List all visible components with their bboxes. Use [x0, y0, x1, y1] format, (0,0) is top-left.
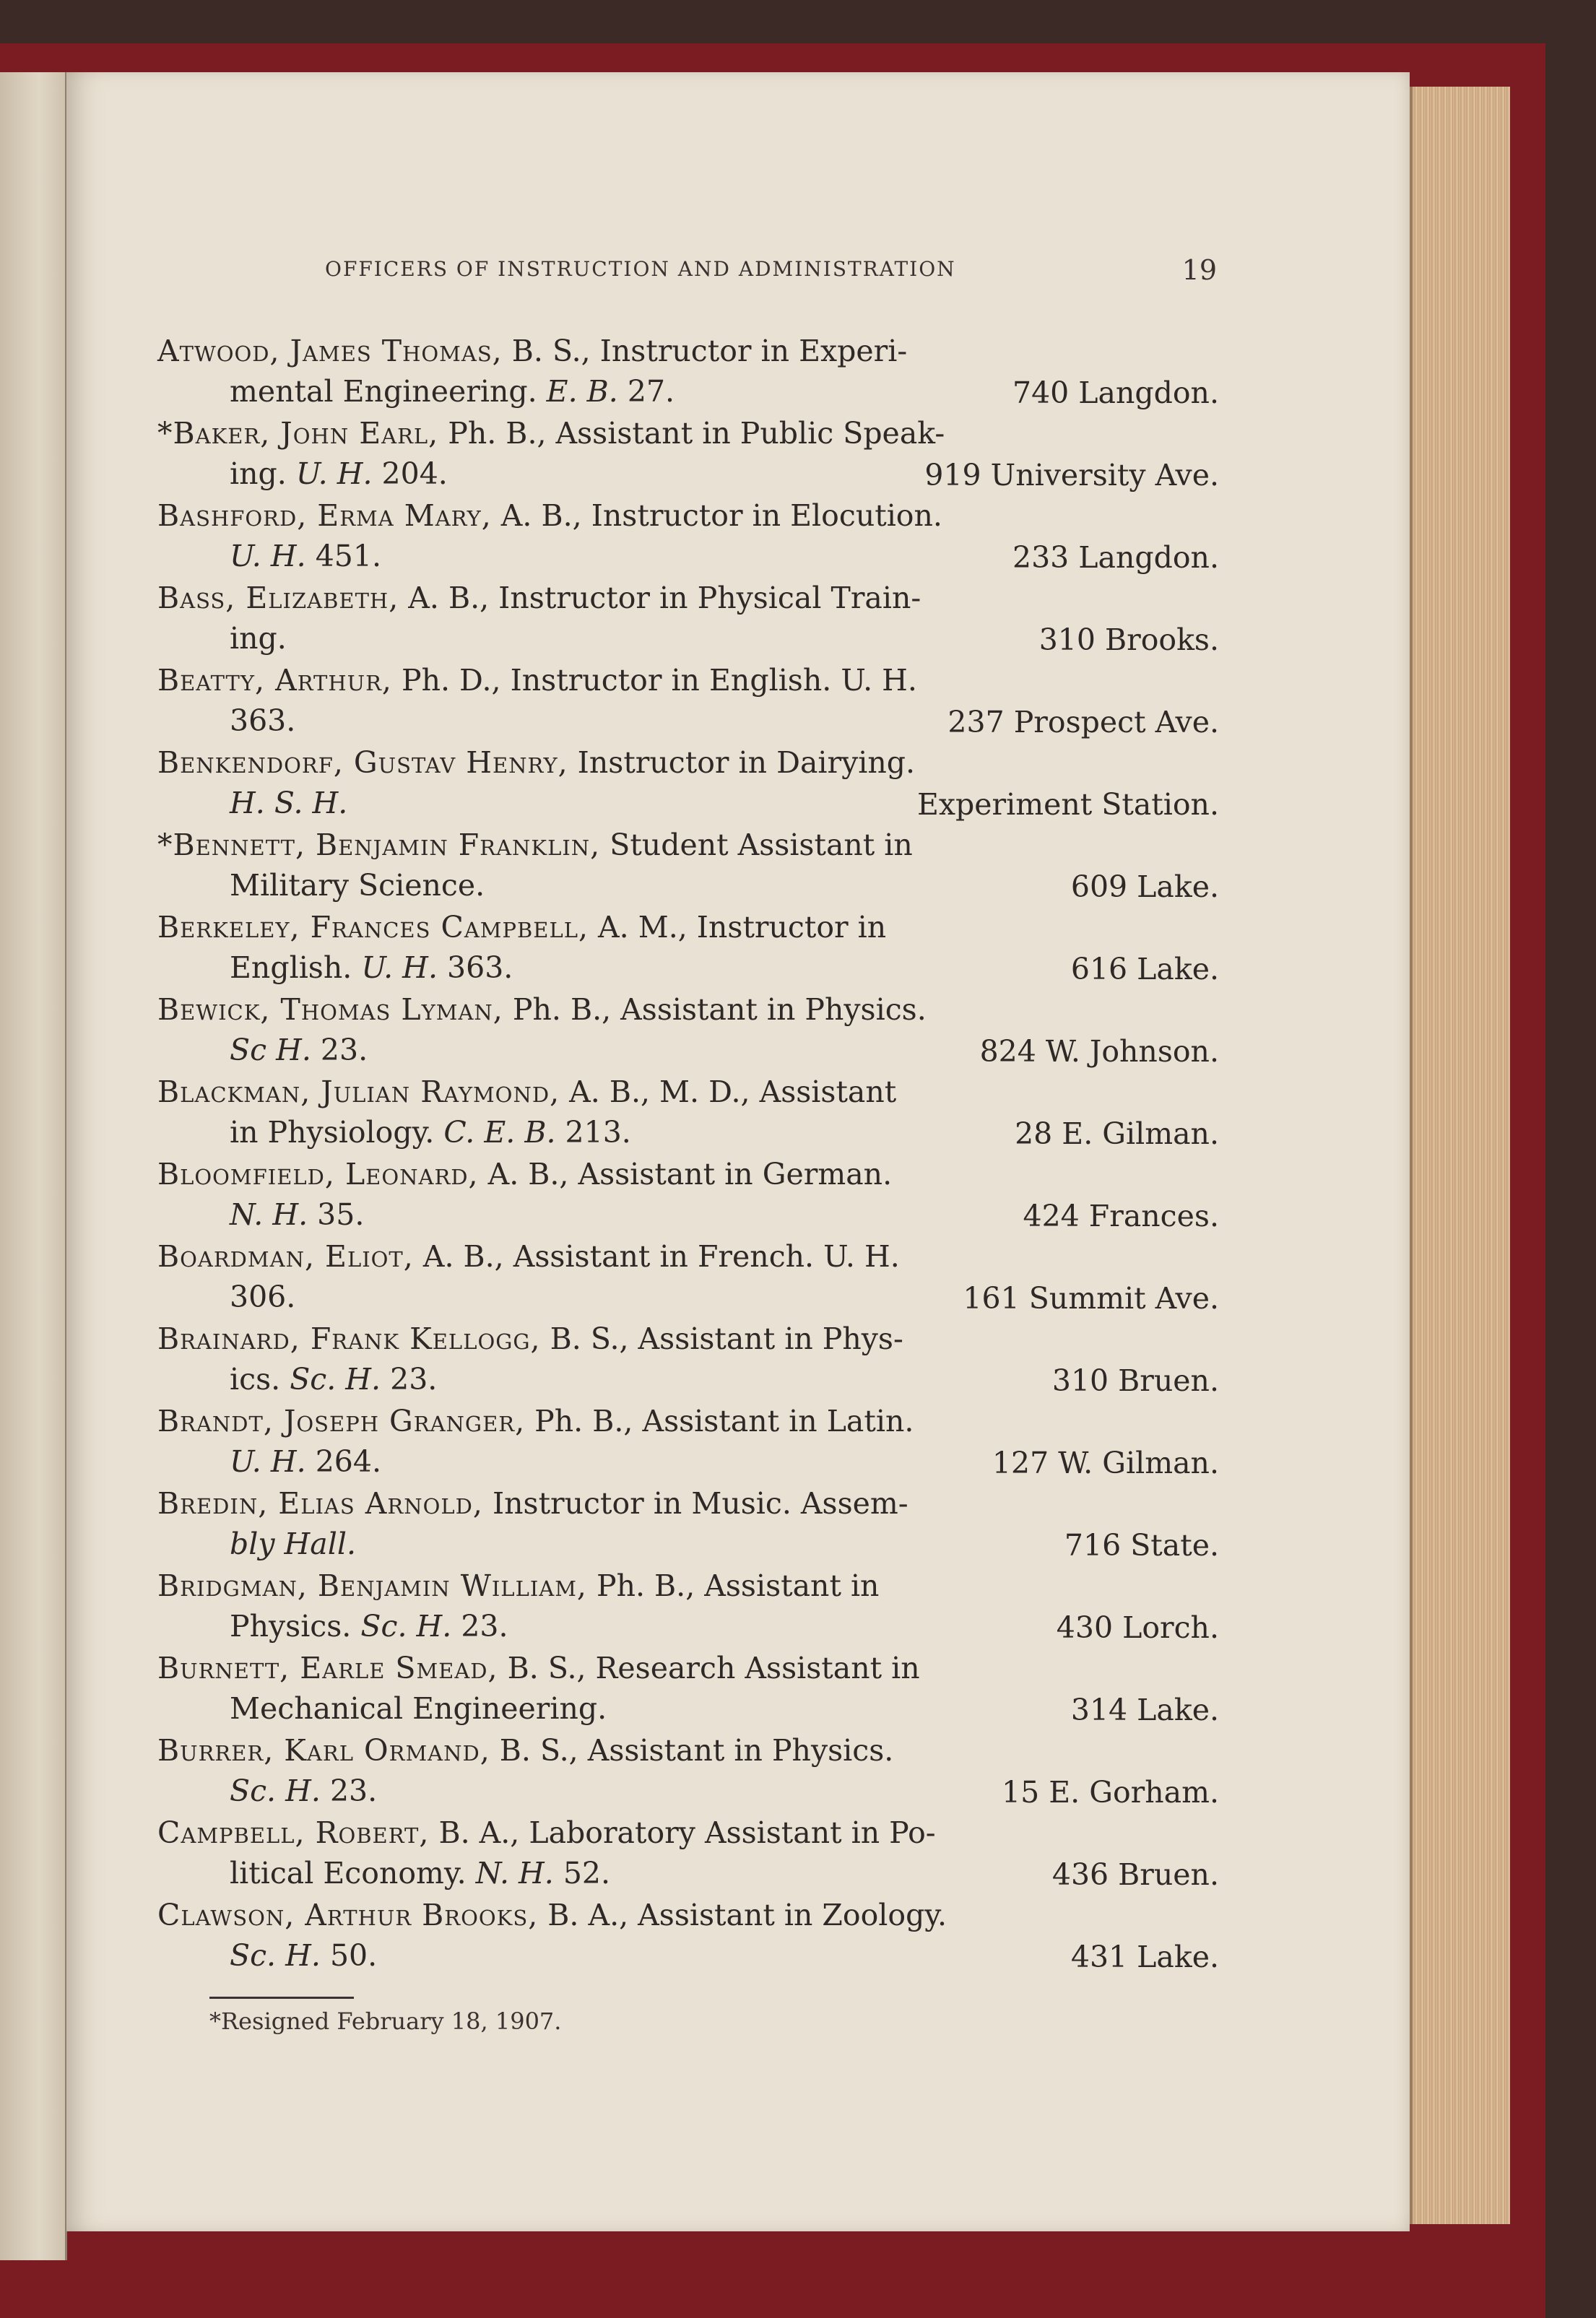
entry-address: 310 Brooks.: [1038, 622, 1219, 657]
entry-title: Ph. B., Assistant in Physics.: [503, 992, 927, 1027]
entry-room: 35.: [308, 1197, 365, 1232]
entry-name: Bashford, Erma Mary,: [157, 498, 492, 533]
page-number: 19: [1181, 254, 1217, 286]
entry-address: 15 E. Gorham.: [1002, 1775, 1219, 1810]
entry-first-line: [157, 498, 1024, 533]
entry-address: 28 E. Gilman.: [1015, 1116, 1219, 1151]
footnote: *Resigned February 18, 1907.: [209, 2007, 562, 2035]
entry-room: 264.: [305, 1444, 381, 1479]
entry-name: Clawson, Arthur Brooks,: [157, 1898, 539, 1932]
entry-name: Bridgman, Benjamin William,: [157, 1568, 587, 1603]
directory-entry: [157, 1321, 1219, 1404]
entry-second-line: [230, 868, 485, 903]
entry-first-line: [157, 1568, 1024, 1603]
entry-second-line: [230, 1691, 607, 1726]
entry-room: 23.: [451, 1609, 508, 1644]
entry-first-line: [157, 992, 1024, 1027]
entry-address: 716 State.: [1064, 1528, 1219, 1563]
entry-continuation: litical Economy.: [230, 1856, 476, 1891]
entry-office: N. H.: [230, 1197, 308, 1232]
entry-room: 23.: [320, 1774, 378, 1808]
entry-room: 363.: [437, 950, 513, 985]
entry-first-line: [157, 1157, 1024, 1191]
entry-second-line: [230, 1444, 381, 1479]
entry-name: Blackman, Julian Raymond,: [157, 1075, 560, 1109]
entry-title: A. B., Assistant in French. U. H.: [413, 1239, 900, 1274]
directory-entry: [157, 581, 1219, 663]
entry-address: 430 Lorch.: [1056, 1610, 1219, 1645]
entry-title: Ph. B., Assistant in Latin.: [525, 1404, 914, 1438]
entry-address: 161 Summit Ave.: [963, 1281, 1219, 1316]
entry-second-line: [230, 1115, 631, 1150]
entry-address: 127 W. Gilman.: [992, 1446, 1219, 1480]
entry-name: Bloomfield, Leonard,: [157, 1157, 479, 1191]
directory-entry: [157, 1898, 1219, 1980]
entry-second-line: [230, 1197, 364, 1232]
entry-name: Atwood, James Thomas,: [157, 334, 503, 368]
entry-office: Sc. H.: [290, 1362, 381, 1397]
entry-address: 237 Prospect Ave.: [947, 705, 1219, 739]
directory-entry: [157, 1651, 1219, 1733]
entry-continuation: ics.: [230, 1362, 290, 1397]
entry-title: A. B., Assistant in German.: [478, 1157, 893, 1191]
entry-address: 824 W. Johnson.: [979, 1034, 1219, 1069]
entry-second-line: [230, 703, 295, 738]
entry-continuation: English.: [230, 950, 362, 985]
entry-office: U. H.: [361, 950, 438, 985]
entry-name: Beatty, Arthur,: [157, 663, 392, 698]
directory-entry: [157, 1404, 1219, 1486]
directory-entry: [157, 416, 1219, 498]
directory-entry: [157, 663, 1219, 745]
entry-title: Ph. B., Assistant in Public Speak-: [438, 416, 945, 451]
entry-second-line: [230, 1527, 356, 1561]
entry-office: U. H.: [230, 539, 306, 573]
entry-first-line: [157, 745, 1024, 780]
entry-first-line: [157, 1733, 1024, 1768]
previous-page-edge: [0, 72, 67, 2260]
entry-name: Brainard, Frank Kellogg,: [157, 1321, 541, 1356]
entry-title: B. A., Laboratory Assistant in Po-: [429, 1815, 936, 1850]
entry-title: B. A., Assistant in Zoology.: [538, 1898, 947, 1932]
directory-entries: [157, 334, 1219, 1980]
entry-address: 233 Langdon.: [1012, 540, 1219, 575]
entry-second-line: [230, 1033, 368, 1067]
entry-room: 451.: [305, 539, 381, 573]
entry-title: Ph. D., Instructor in English. U. H.: [391, 663, 917, 698]
entry-name: Brandt, Joseph Granger,: [157, 1404, 526, 1438]
entry-first-line: [157, 1898, 1024, 1932]
entry-first-line: [157, 1239, 1024, 1274]
running-header: OFFICERS OF INSTRUCTION AND ADMINISTRATION: [325, 257, 956, 281]
entry-office: bly Hall.: [230, 1527, 357, 1561]
entry-office: Sc. H.: [360, 1609, 452, 1644]
entry-name: Benkendorf, Gustav Henry,: [157, 745, 568, 780]
entry-first-line: [157, 581, 1024, 615]
page-block-edges: [1410, 87, 1510, 2224]
footnote-rule: [209, 1997, 354, 1999]
entry-title: A. M., Instructor in: [589, 910, 887, 945]
entry-room: 204.: [372, 456, 448, 491]
entry-office: N. H.: [475, 1856, 554, 1891]
entry-office: H. S. H.: [230, 786, 348, 820]
entry-continuation: in Physiology.: [230, 1115, 444, 1150]
entry-title: Instructor in Dairying.: [568, 745, 916, 780]
entry-office: U. H.: [295, 456, 373, 491]
directory-entry: [157, 1157, 1219, 1239]
entry-continuation: mental Engineering.: [230, 374, 547, 409]
entry-name: Boardman, Eliot,: [157, 1239, 414, 1274]
entry-first-line: [157, 1321, 1024, 1356]
entry-address: 314 Lake.: [1070, 1693, 1219, 1727]
directory-entry: [157, 1239, 1219, 1321]
entry-room: 27.: [617, 374, 675, 409]
entry-address: 740 Langdon.: [1012, 376, 1219, 410]
entry-address: 436 Bruen.: [1051, 1857, 1219, 1892]
directory-entry: [157, 910, 1219, 992]
entry-address: 431 Lake.: [1070, 1940, 1219, 1974]
entry-title: B. S., Research Assistant in: [498, 1651, 920, 1685]
entry-second-line: [230, 621, 287, 656]
entry-name: *Baker, John Earl,: [157, 416, 439, 451]
entry-title: Ph. B., Assistant in: [586, 1568, 880, 1603]
entry-continuation: 363.: [230, 703, 296, 738]
entry-second-line: [230, 950, 513, 985]
entry-first-line: [157, 416, 1024, 451]
entry-title: Student Assistant in: [600, 828, 913, 862]
entry-office: U. H.: [230, 1444, 306, 1479]
entry-second-line: [230, 786, 347, 820]
entry-office: Sc. H.: [230, 1774, 321, 1808]
entry-first-line: [157, 1404, 1024, 1438]
entry-first-line: [157, 334, 1024, 368]
directory-entry: [157, 828, 1219, 910]
entry-continuation: Mechanical Engineering.: [230, 1691, 607, 1726]
directory-entry: [157, 1733, 1219, 1815]
entry-name: *Bennett, Benjamin Franklin,: [157, 828, 601, 862]
entry-address: Experiment Station.: [916, 787, 1219, 822]
entry-second-line: [230, 1362, 437, 1397]
directory-entry: [157, 1815, 1219, 1898]
entry-office: Sc. H.: [230, 1938, 321, 1973]
entry-continuation: Military Science.: [230, 868, 485, 903]
entry-first-line: [157, 1486, 1024, 1521]
entry-title: B. S., Instructor in Experi-: [502, 334, 908, 368]
entry-room: 23.: [381, 1362, 438, 1397]
entry-title: Instructor in Music. Assem-: [482, 1486, 908, 1521]
directory-entry: [157, 1486, 1219, 1568]
entry-second-line: [230, 1609, 508, 1644]
entry-first-line: [157, 1651, 1024, 1685]
entry-title: A. B., Instructor in Elocution.: [491, 498, 942, 533]
entry-title: A. B., M. D., Assistant: [560, 1075, 897, 1109]
entry-room: 213.: [555, 1115, 631, 1150]
entry-room: 52.: [553, 1856, 611, 1891]
entry-address: 919 University Ave.: [924, 458, 1219, 492]
entry-name: Campbell, Robert,: [157, 1815, 430, 1850]
entry-first-line: [157, 828, 1024, 862]
entry-room: 23.: [311, 1033, 368, 1067]
directory-entry: [157, 992, 1219, 1075]
entry-name: Berkeley, Frances Campbell,: [157, 910, 589, 945]
directory-entry: [157, 334, 1219, 416]
entry-second-line: [230, 374, 675, 409]
entry-room: 50.: [320, 1938, 378, 1973]
entry-first-line: [157, 1815, 1024, 1850]
entry-address: 310 Bruen.: [1051, 1363, 1219, 1398]
entry-continuation: ing.: [230, 456, 296, 491]
entry-address: 616 Lake.: [1070, 952, 1219, 986]
entry-continuation: 306.: [230, 1280, 296, 1314]
entry-continuation: Physics.: [230, 1609, 361, 1644]
entry-name: Bewick, Thomas Lyman,: [157, 992, 503, 1027]
entry-office: C. E. B.: [443, 1115, 556, 1150]
directory-entry: [157, 1568, 1219, 1651]
entry-name: Bredin, Elias Arnold,: [157, 1486, 483, 1521]
entry-title: A. B., Instructor in Physical Train-: [399, 581, 921, 615]
entry-name: Bass, Elizabeth,: [157, 581, 399, 615]
entry-first-line: [157, 910, 1024, 945]
directory-entry: [157, 1075, 1219, 1157]
directory-entry: [157, 498, 1219, 581]
entry-second-line: [230, 539, 381, 573]
entry-first-line: [157, 663, 1024, 698]
entry-office: E. B.: [546, 374, 618, 409]
entry-first-line: [157, 1075, 1024, 1109]
entry-address: 424 Frances.: [1023, 1199, 1219, 1233]
entry-second-line: [230, 1280, 295, 1314]
entry-continuation: ing.: [230, 621, 287, 656]
entry-address: 609 Lake.: [1070, 869, 1219, 904]
entry-second-line: [230, 1938, 377, 1973]
entry-title: B. S., Assistant in Physics.: [490, 1733, 894, 1768]
entry-second-line: [230, 1856, 610, 1891]
entry-title: B. S., Assistant in Phys-: [540, 1321, 903, 1356]
entry-name: Burrer, Karl Ormand,: [157, 1733, 490, 1768]
entry-office: Sc H.: [230, 1033, 311, 1067]
entry-name: Burnett, Earle Smead,: [157, 1651, 498, 1685]
directory-entry: [157, 745, 1219, 828]
entry-second-line: [230, 1774, 377, 1808]
entry-second-line: [230, 456, 448, 491]
